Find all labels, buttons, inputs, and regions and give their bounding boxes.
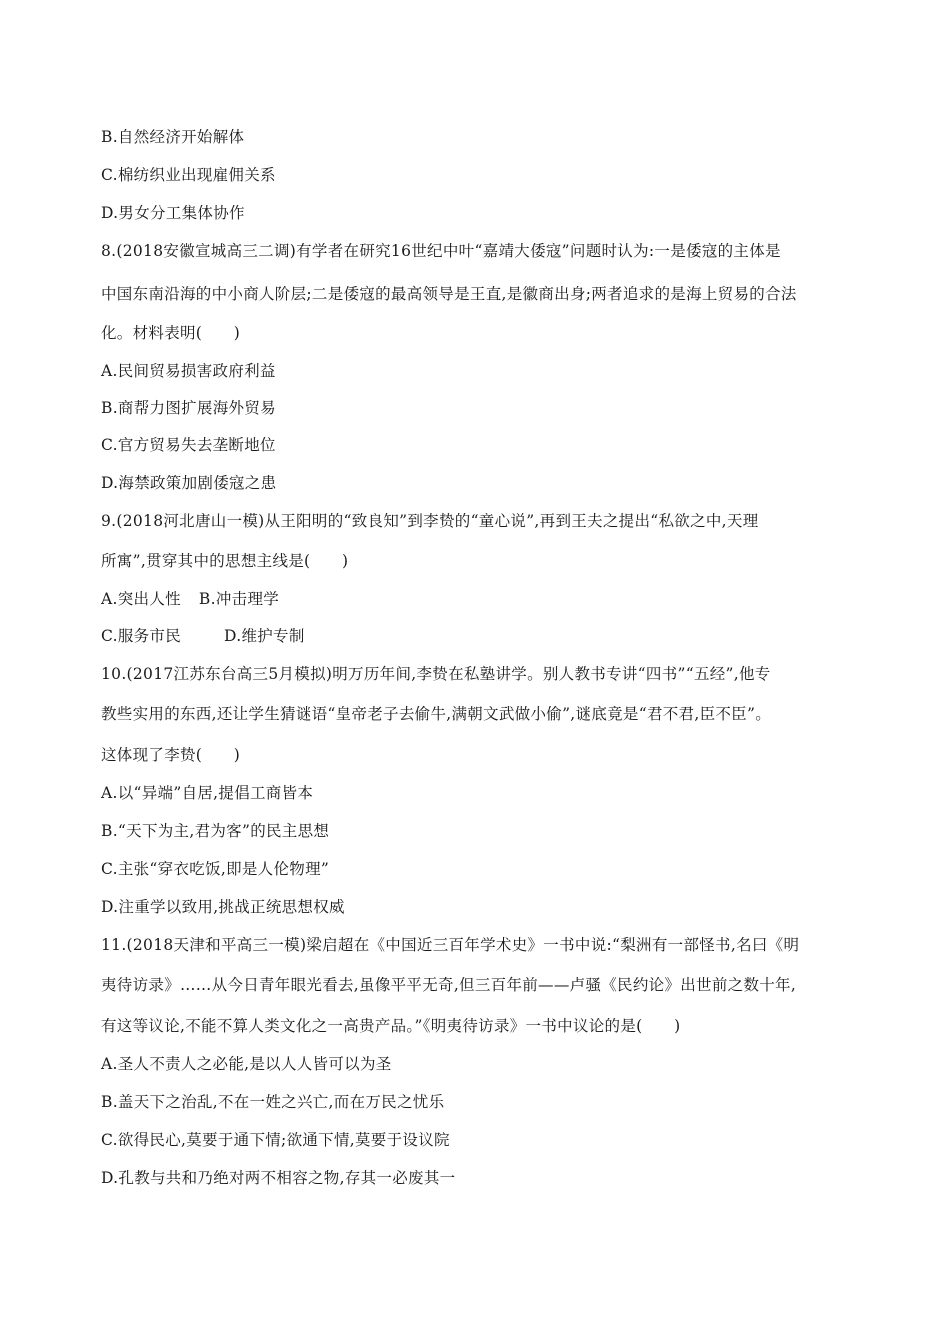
q11-option-c: C.欲得民心,莫要于通下情;欲通下情,莫要于设议院	[101, 1131, 450, 1149]
q11-option-d: D.孔教与共和乃绝对两不相容之物,存其一必废其一	[101, 1169, 456, 1187]
q11-stem-line-3: 有这等议论,不能不算人类文化之一高贵产品。”《明夷待访录》一书中议论的是( )	[101, 1017, 681, 1035]
q9-option-a: A.突出人性	[101, 590, 181, 608]
q10-stem-line-2: 教些实用的东西,还让学生猜谜语“皇帝老子去偷牛,满朝文武做小偷”,谜底竟是“君不君,臣不臣”。	[101, 705, 772, 723]
q9-option-d: D.维护专制	[224, 627, 305, 645]
q10-option-a: A.以“异端”自居,提倡工商皆本	[101, 784, 314, 802]
q8-option-c: C.官方贸易失去垄断地位	[101, 436, 276, 454]
q8-option-d: D.海禁政策加剧倭寇之患	[101, 474, 277, 492]
q7-option-b: B.自然经济开始解体	[101, 128, 245, 146]
q8-option-b: B.商帮力图扩展海外贸易	[101, 399, 276, 417]
q9-stem-line-1: 9.(2018河北唐山一模)从王阳明的“致良知”到李贽的“童心说”,再到王夫之提出“私欲之中,天理	[101, 512, 759, 530]
q9-option-b: B.冲击理学	[198, 590, 280, 608]
q8-option-a: A.民间贸易损害政府利益	[101, 362, 276, 380]
q8-stem-line-1: 8.(2018安徽宣城高三二调)有学者在研究16世纪中叶“嘉靖大倭寇”问题时认为:一是倭寇的主体是	[101, 242, 781, 260]
q10-stem-line-3: 这体现了李贽( )	[101, 746, 241, 764]
q11-stem-line-1: 11.(2018天津和平高三一模)梁启超在《中国近三百年学术史》一书中说:“梨洲有一部怪书,名曰《明	[101, 936, 800, 954]
q10-option-c: C.主张“穿衣吃饭,即是人伦物理”	[101, 860, 330, 878]
q11-option-b: B.盖天下之治乱,不在一姓之兴亡,而在万民之忧乐	[101, 1093, 445, 1111]
q10-stem-line-1: 10.(2017江苏东台高三5月模拟)明万历年间,李贽在私塾讲学。别人教书专讲“四书”“五经”,他专	[101, 665, 771, 683]
q10-option-b: B.“天下为主,君为客”的民主思想	[101, 822, 330, 840]
q8-stem-line-3: 化。材料表明( )	[101, 324, 241, 342]
q7-option-c: C.棉纺织业出现雇佣关系	[101, 166, 276, 184]
q9-options-row-2	[101, 626, 305, 646]
q10-option-d: D.注重学以致用,挑战正统思想权威	[101, 898, 345, 916]
q8-stem-line-2: 中国东南沿海的中小商人阶层;二是倭寇的最高领导是王直,是徽商出身;两者追求的是海上贸易的合法	[101, 285, 797, 303]
q9-option-c: C.服务市民	[101, 627, 182, 645]
q9-stem-line-2: 所寓”,贯穿其中的思想主线是( )	[101, 552, 349, 570]
q7-option-d: D.男女分工集体协作	[101, 204, 245, 222]
q11-option-a: A.圣人不责人之必能,是以人人皆可以为圣	[101, 1055, 392, 1073]
q9-options-row-1	[101, 589, 279, 609]
q11-stem-line-2: 夷待访录》……从今日青年眼光看去,虽像平平无奇,但三百年前——卢骚《民约论》出世前之数十年,	[101, 976, 797, 994]
